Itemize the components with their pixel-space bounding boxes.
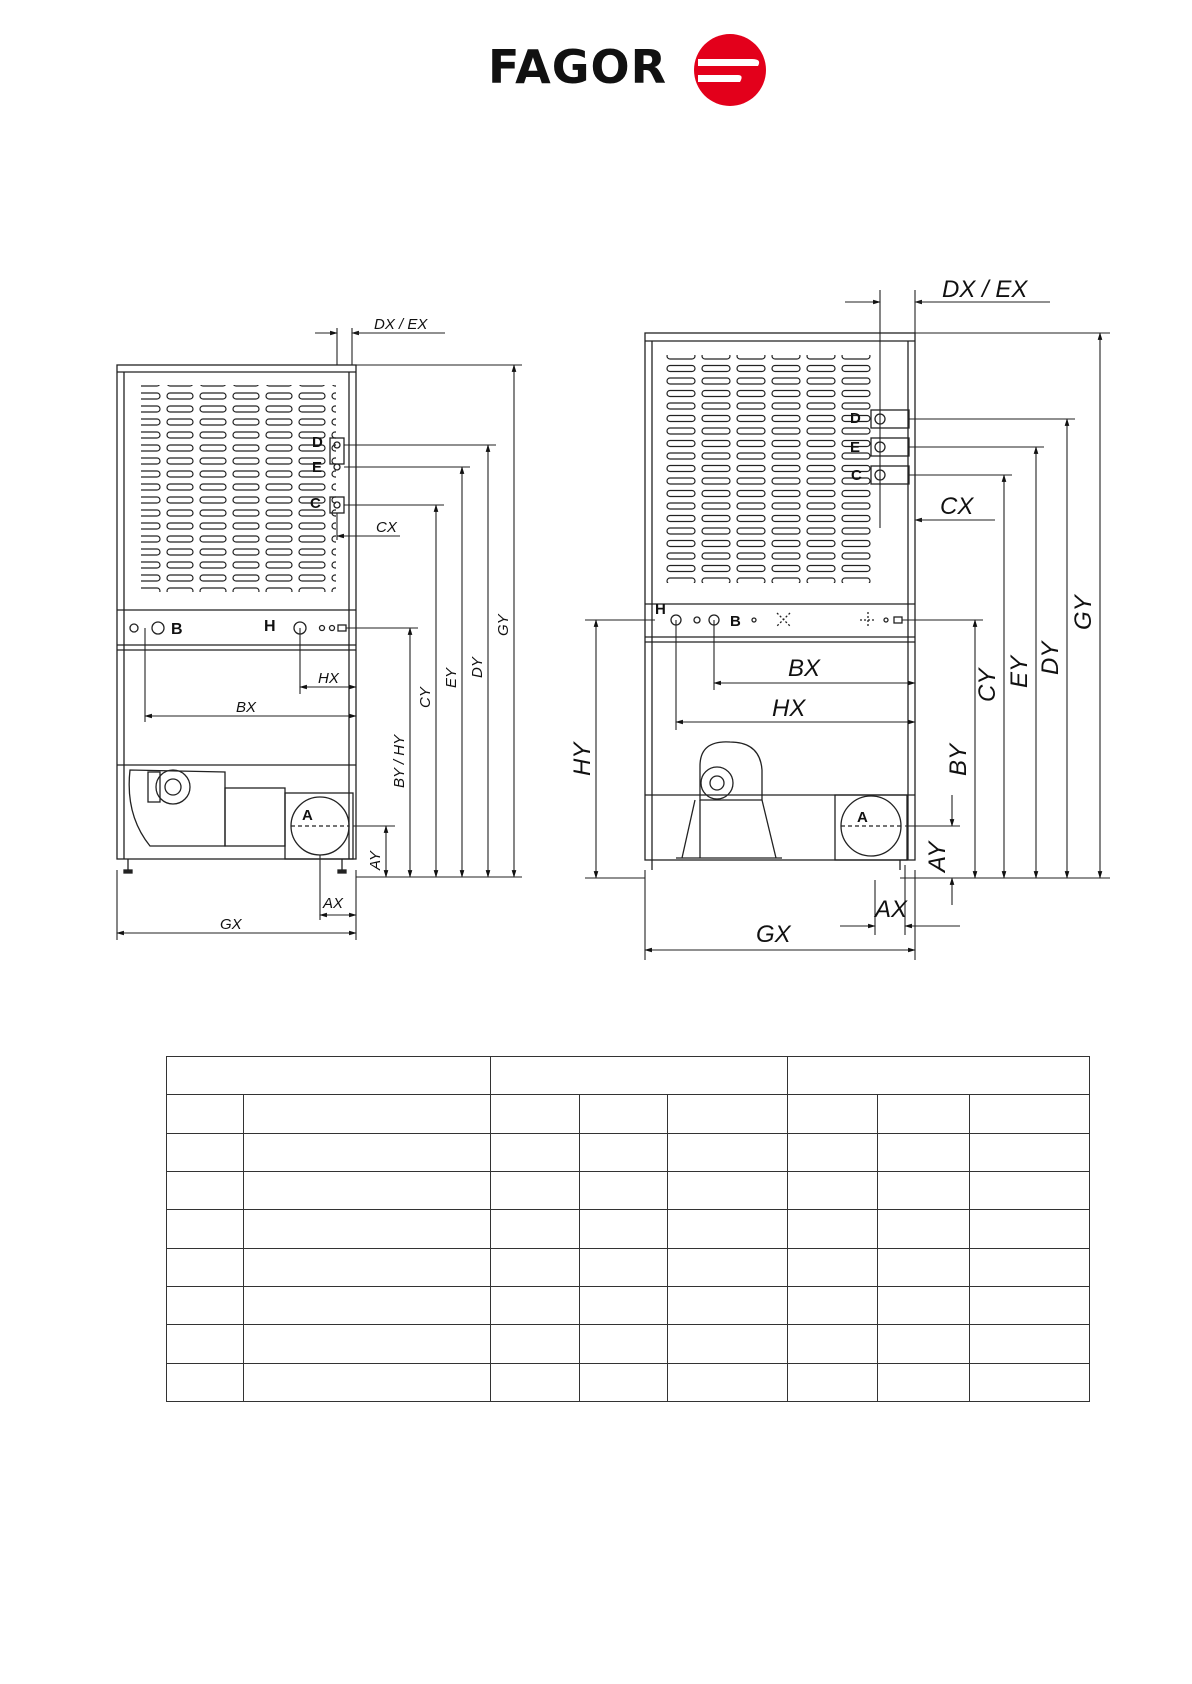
right-dim-dy: DY <box>1037 641 1064 675</box>
table-cell <box>668 1286 788 1324</box>
left-connection-c: C <box>310 495 321 512</box>
table-cell <box>878 1325 970 1363</box>
left-dim-hx: HX <box>318 670 339 687</box>
right-dim-hy: HY <box>569 742 596 776</box>
table-cell <box>788 1286 878 1324</box>
table-cell <box>878 1363 970 1401</box>
table-cell <box>580 1171 668 1209</box>
table-cell <box>167 1171 244 1209</box>
table-cell <box>580 1248 668 1286</box>
left-dim-by-hy: BY / HY <box>391 734 408 788</box>
right-dim-ey: EY <box>1006 655 1033 688</box>
table-header-row <box>167 1057 1090 1095</box>
left-dim-gy: GY <box>495 614 512 636</box>
table-cell <box>970 1210 1090 1248</box>
left-connection-b: B <box>171 621 183 638</box>
table-cell <box>668 1133 788 1171</box>
table-cell <box>580 1286 668 1324</box>
table-cell <box>244 1286 491 1324</box>
right-dim-ay: AY <box>924 841 951 872</box>
left-dim-dx-ex: DX / EX <box>374 316 428 333</box>
table-cell <box>580 1133 668 1171</box>
table-cell <box>491 1210 580 1248</box>
table-cell <box>491 1286 580 1324</box>
table-cell <box>878 1095 970 1133</box>
left-dim-cy: CY <box>417 687 434 708</box>
left-dim-ey: EY <box>443 667 460 688</box>
header-group-cell <box>167 1057 491 1095</box>
right-dim-bx: BX <box>788 655 821 682</box>
table-cell <box>970 1095 1090 1133</box>
right-connection-c: C <box>851 467 862 484</box>
table-cell <box>244 1210 491 1248</box>
table-cell <box>491 1095 580 1133</box>
table-cell <box>244 1325 491 1363</box>
table-cell <box>491 1363 580 1401</box>
header-group-cell <box>491 1057 788 1095</box>
table-cell <box>970 1286 1090 1324</box>
table-cell <box>580 1210 668 1248</box>
header-group-cell <box>788 1057 1090 1095</box>
right-dim-by: BY <box>945 743 972 776</box>
table-row <box>167 1248 1090 1286</box>
table-cell <box>788 1171 878 1209</box>
table-cell <box>970 1171 1090 1209</box>
table-row <box>167 1210 1090 1248</box>
table-cell <box>970 1363 1090 1401</box>
table-row <box>167 1171 1090 1209</box>
table-cell <box>244 1171 491 1209</box>
table-cell <box>167 1133 244 1171</box>
table-cell <box>788 1325 878 1363</box>
table-row <box>167 1095 1090 1133</box>
brand-name: FAGOR <box>488 40 668 94</box>
dimensions-table <box>166 1056 1090 1402</box>
table-cell <box>878 1286 970 1324</box>
right-dim-hx: HX <box>772 695 806 722</box>
left-connection-a: A <box>302 807 313 824</box>
table-cell <box>970 1248 1090 1286</box>
right-connection-d: D <box>850 410 861 427</box>
table-cell <box>167 1248 244 1286</box>
table-row <box>167 1133 1090 1171</box>
table-row <box>167 1363 1090 1401</box>
left-connection-e: E <box>312 459 323 476</box>
right-connection-a: A <box>857 809 868 826</box>
left-dim-cx: CX <box>376 519 397 536</box>
table-cell <box>788 1133 878 1171</box>
table-row <box>167 1325 1090 1363</box>
left-dim-bx: BX <box>236 699 257 716</box>
right-connection-h: H <box>655 601 666 618</box>
left-connection-h: H <box>264 618 276 635</box>
table-cell <box>580 1363 668 1401</box>
left-dim-ax: AX <box>323 895 344 912</box>
table-cell <box>491 1171 580 1209</box>
right-dim-gx: GX <box>756 921 791 948</box>
table-cell <box>244 1095 491 1133</box>
left-dim-dy: DY <box>469 657 486 678</box>
table-cell <box>491 1248 580 1286</box>
table-row <box>167 1286 1090 1324</box>
table-cell <box>580 1095 668 1133</box>
table-cell <box>788 1210 878 1248</box>
table-cell <box>878 1133 970 1171</box>
table-cell <box>491 1133 580 1171</box>
table-cell <box>668 1210 788 1248</box>
right-dim-cy: CY <box>974 668 1001 702</box>
table-cell <box>668 1363 788 1401</box>
right-connection-b: B <box>730 613 741 630</box>
table-cell <box>167 1363 244 1401</box>
table-cell <box>970 1133 1090 1171</box>
table-cell <box>878 1248 970 1286</box>
table-cell <box>167 1210 244 1248</box>
table-cell <box>491 1325 580 1363</box>
right-dim-cx: CX <box>940 493 974 520</box>
left-connection-d: D <box>312 434 323 451</box>
table-cell <box>244 1133 491 1171</box>
table-cell <box>244 1248 491 1286</box>
left-dim-ay: AY <box>367 851 384 870</box>
right-dim-gy: GY <box>1070 595 1097 630</box>
table-cell <box>878 1210 970 1248</box>
table-cell <box>788 1248 878 1286</box>
table-cell <box>970 1325 1090 1363</box>
table-cell <box>668 1171 788 1209</box>
right-dim-ax: AX <box>875 896 908 923</box>
table-cell <box>167 1325 244 1363</box>
table-cell <box>788 1363 878 1401</box>
table-cell <box>878 1171 970 1209</box>
table-cell <box>668 1325 788 1363</box>
right-connection-e: E <box>850 439 861 456</box>
table-cell <box>668 1095 788 1133</box>
table-cell <box>788 1095 878 1133</box>
left-dim-gx: GX <box>220 916 242 933</box>
right-dim-dx-ex: DX / EX <box>942 276 1028 303</box>
table-cell <box>580 1325 668 1363</box>
table-cell <box>244 1363 491 1401</box>
table-cell <box>668 1248 788 1286</box>
table-cell <box>167 1286 244 1324</box>
table-cell <box>167 1095 244 1133</box>
right-unit <box>645 333 915 870</box>
